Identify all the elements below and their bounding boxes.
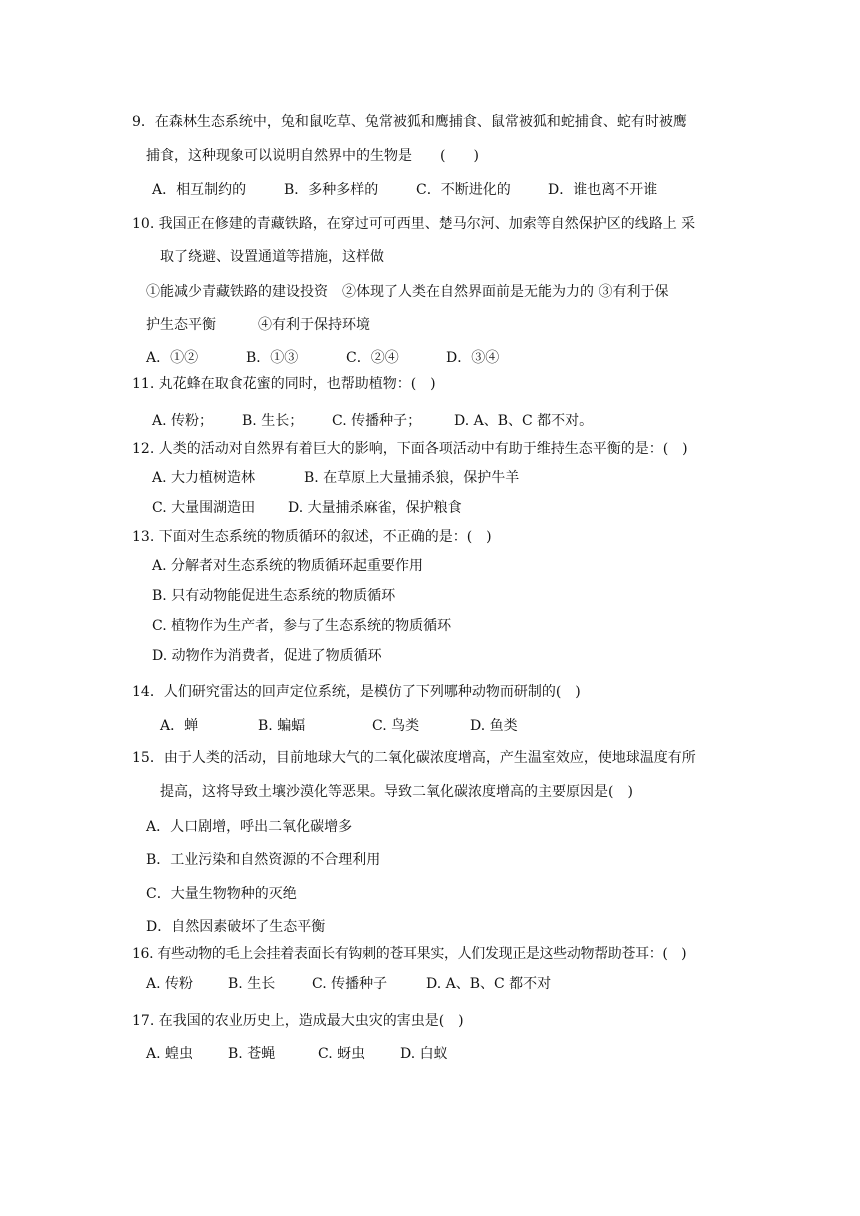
q9-stem-line-2: 捕食，这种现象可以说明自然界中的生物是 ( ) [146,148,479,164]
q9-option-c: C．不断进化的 [416,182,511,198]
q17-option-c: C. 蚜虫 [318,1046,366,1062]
q10-option-c: C．②④ [346,350,399,366]
q12-option-a: A. 大力植树造林 [152,470,256,486]
q10-items-line-2: 护生态平衡 ④有利于保持环境 [146,317,370,333]
q14-option-c: C. 鸟类 [372,718,420,734]
q17-options [146,1045,448,1063]
q15-option-c: C．大量生物物种的灭绝 [146,886,297,902]
q12-option-c: C. 大量围湖造田 [152,500,256,516]
q12-options-line-1 [152,469,519,487]
q13-option-c: C. 植物作为生产者，参与了生态系统的物质循环 [152,618,452,634]
q15-stem-line-2: 提高，这将导致土壤沙漠化等恶果。导致二氧化碳浓度增高的主要原因是( ) [160,784,633,800]
q9-option-a: A．相互制约的 [152,182,247,198]
q16-option-a: A. 传粉 [146,976,194,992]
q12-options-line-2 [152,499,462,517]
q10-option-d: D．③④ [446,350,500,366]
q14-option-a: A．蝉 [160,718,199,734]
q16-option-c: C. 传播种子 [312,976,388,992]
q10-stem-line-2: 取了绕避、设置通道等措施，这样做 [160,249,384,265]
q15-option-b: B．工业污染和自然资源的不合理利用 [146,852,381,868]
q12-option-b: B. 在草原上大量捕杀狼，保护牛羊 [304,470,520,486]
q17-option-a: A. 蝗虫 [146,1046,194,1062]
q16-stem: 16. 有些动物的毛上会挂着表面长有钩刺的苍耳果实，人们发现正是这些动物帮助苍耳：( ) [132,946,687,962]
q9-options [152,181,657,199]
q11-options [152,412,593,430]
q15-option-a: A．人口剧增，呼出二氧化碳增多 [146,819,353,835]
q13-stem: 13. 下面对生态系统的物质循环的叙述，不正确的是：( ) [132,529,492,545]
q10-option-b: B．①③ [246,350,299,366]
q12-stem: 12. 人类的活动对自然界有着巨大的影响，下面各项活动中有助于维持生态平衡的是：( ) [132,441,688,457]
q13-option-d: D. 动物作为消费者，促进了物质循环 [152,648,382,664]
q17-option-d: D. 白蚁 [400,1046,448,1062]
q11-option-c: C. 传播种子； [332,413,422,429]
q16-options [146,975,551,993]
q17-option-b: B. 苍蝇 [228,1046,276,1062]
q15-stem-line-1: 15．由于人类的活动，目前地球大气的二氧化碳浓度增高，产生温室效应，使地球温度有所 [132,750,696,766]
q14-option-d: D. 鱼类 [470,718,518,734]
q10-stem-line-1: 10. 我国正在修建的青藏铁路，在穿过可可西里、楚马尔河、加索等自然保护区的线路上 采 [132,216,696,232]
q14-stem: 14．人们研究雷达的回声定位系统，是模仿了下列哪种动物而研制的( ) [132,684,581,700]
q13-option-a: A. 分解者对生态系统的物质循环起重要作用 [152,558,424,574]
q10-items-line-1: ①能减少青藏铁路的建设投资 ②体现了人类在自然界面前是无能为力的 ③有利于保 [146,284,669,300]
q11-option-a: A. 传粉； [152,413,214,429]
q15-option-d: D．自然因素破坏了生态平衡 [146,919,326,935]
q10-option-a: A．①② [146,350,199,366]
q11-option-b: B. 生长； [242,413,304,429]
q16-option-d: D. A、B、C 都不对 [426,976,552,992]
q16-option-b: B. 生长 [228,976,276,992]
q13-option-b: B. 只有动物能促进生态系统的物质循环 [152,588,396,604]
q11-stem: 11. 丸花蜂在取食花蜜的同时，也帮助植物：( ) [132,376,436,392]
q9-option-b: B．多种多样的 [284,182,379,198]
q11-option-d: D. A、B、C 都不对。 [454,413,594,429]
q9-option-d: D．谁也离不开谁 [548,182,658,198]
q12-option-d: D. 大量捕杀麻雀，保护粮食 [288,500,462,516]
q14-options [160,717,518,735]
q9-stem-line-1: 9．在森林生态系统中，兔和鼠吃草、兔常被狐和鹰捕食、鼠常被狐和蛇捕食、蛇有时被鹰 [132,114,687,130]
q10-options [146,349,499,367]
q17-stem: 17. 在我国的农业历史上，造成最大虫灾的害虫是( ) [132,1013,464,1029]
q14-option-b: B. 蝙蝠 [258,718,306,734]
